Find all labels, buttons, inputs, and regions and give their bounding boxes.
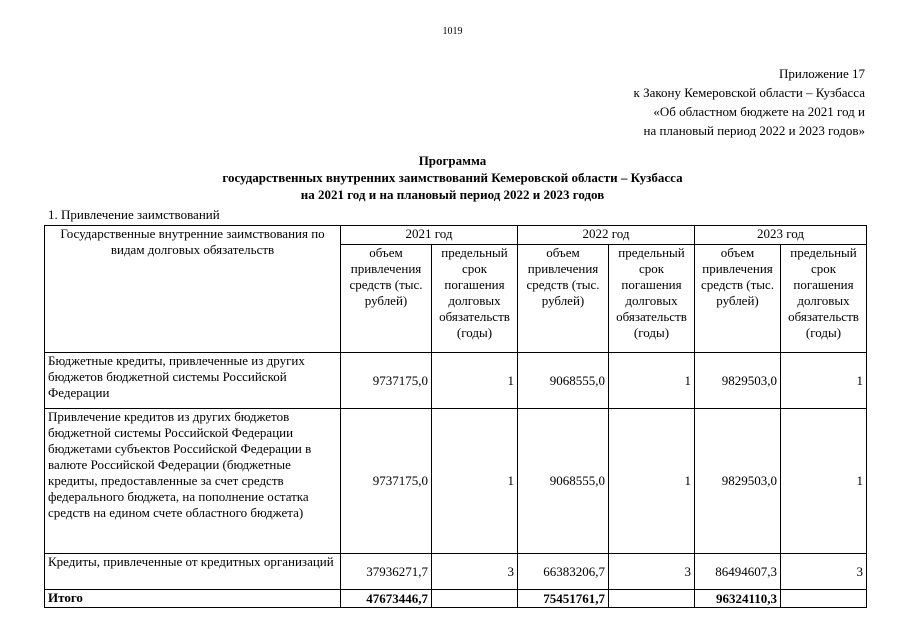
table-row bbox=[45, 554, 867, 590]
header-year-2021: 2021 год bbox=[341, 226, 518, 245]
header-obligation-type: Государственные внутренние заимствования по видам долговых обязательств bbox=[45, 226, 341, 353]
cell-term-2023: 1 bbox=[781, 353, 867, 409]
appendix-line-2: к Закону Кемеровской области – Кузбасса bbox=[633, 85, 865, 100]
cell-volume-2023: 9829503,0 bbox=[695, 409, 781, 554]
total-term-2021 bbox=[432, 590, 518, 608]
header-term-2023: предельный срок погашения долговых обязательств (годы) bbox=[781, 245, 867, 353]
appendix-note bbox=[634, 64, 866, 140]
cell-term-2022: 1 bbox=[609, 353, 695, 409]
cell-volume-2022: 66383206,7 bbox=[518, 554, 609, 590]
cell-term-2022: 1 bbox=[609, 409, 695, 554]
table-header-row bbox=[45, 226, 867, 245]
row-label: Привлечение кредитов из других бюджетов бюджетной системы Российской Федерации бюджетами субъектов Российской Федерации в валюте Российской Федерации (бюджетные кредиты, предоставленные за счет средств федерального бюджета, на пополнение остатка средств на едином счете областного бюджета) bbox=[45, 409, 341, 554]
appendix-line-3: «Об областном бюджете на 2021 год и bbox=[653, 104, 865, 119]
cell-volume-2021: 9737175,0 bbox=[341, 353, 432, 409]
page-number: 1019 bbox=[442, 26, 463, 37]
row-label: Бюджетные кредиты, привлеченные из других бюджетов бюджетной системы Российской Федерации bbox=[45, 353, 341, 409]
cell-volume-2022: 9068555,0 bbox=[518, 409, 609, 554]
cell-term-2021: 1 bbox=[432, 353, 518, 409]
title-line-2: государственных внутренних заимствований Кемеровской области – Кузбасса bbox=[222, 170, 683, 185]
table-row bbox=[45, 353, 867, 409]
total-term-2022 bbox=[609, 590, 695, 608]
header-year-2023: 2023 год bbox=[695, 226, 867, 245]
header-term-2021: предельный срок погашения долговых обязательств (годы) bbox=[432, 245, 518, 353]
section-heading: 1. Привлечение заимствований bbox=[48, 207, 220, 222]
cell-term-2021: 1 bbox=[432, 409, 518, 554]
appendix-line-4: на плановый период 2022 и 2023 годов» bbox=[643, 123, 865, 138]
cell-term-2021: 3 bbox=[432, 554, 518, 590]
total-volume-2022: 75451761,7 bbox=[518, 590, 609, 608]
total-row bbox=[45, 590, 867, 608]
table-row bbox=[45, 409, 867, 554]
header-volume-2021: объем привлечения средств (тыс. рублей) bbox=[341, 245, 432, 353]
total-volume-2021: 47673446,7 bbox=[341, 590, 432, 608]
borrowings-table bbox=[44, 225, 867, 608]
cell-volume-2021: 9737175,0 bbox=[341, 409, 432, 554]
total-label: Итого bbox=[45, 590, 341, 608]
cell-volume-2023: 9829503,0 bbox=[695, 353, 781, 409]
document-title bbox=[0, 152, 905, 203]
title-line-3: на 2021 год и на плановый период 2022 и 2023 годов bbox=[300, 187, 605, 202]
header-volume-2022: объем привлечения средств (тыс. рублей) bbox=[518, 245, 609, 353]
cell-term-2023: 1 bbox=[781, 409, 867, 554]
total-volume-2023: 96324110,3 bbox=[695, 590, 781, 608]
cell-term-2022: 3 bbox=[609, 554, 695, 590]
cell-term-2023: 3 bbox=[781, 554, 867, 590]
cell-volume-2023: 86494607,3 bbox=[695, 554, 781, 590]
header-term-2022: предельный срок погашения долговых обязательств (годы) bbox=[609, 245, 695, 353]
row-label: Кредиты, привлеченные от кредитных организаций bbox=[45, 554, 341, 590]
total-term-2023 bbox=[781, 590, 867, 608]
header-year-2022: 2022 год bbox=[518, 226, 695, 245]
cell-volume-2022: 9068555,0 bbox=[518, 353, 609, 409]
appendix-line-1: Приложение 17 bbox=[778, 66, 865, 81]
header-volume-2023: объем привлечения средств (тыс. рублей) bbox=[695, 245, 781, 353]
title-line-1: Программа bbox=[418, 153, 487, 168]
cell-volume-2021: 37936271,7 bbox=[341, 554, 432, 590]
